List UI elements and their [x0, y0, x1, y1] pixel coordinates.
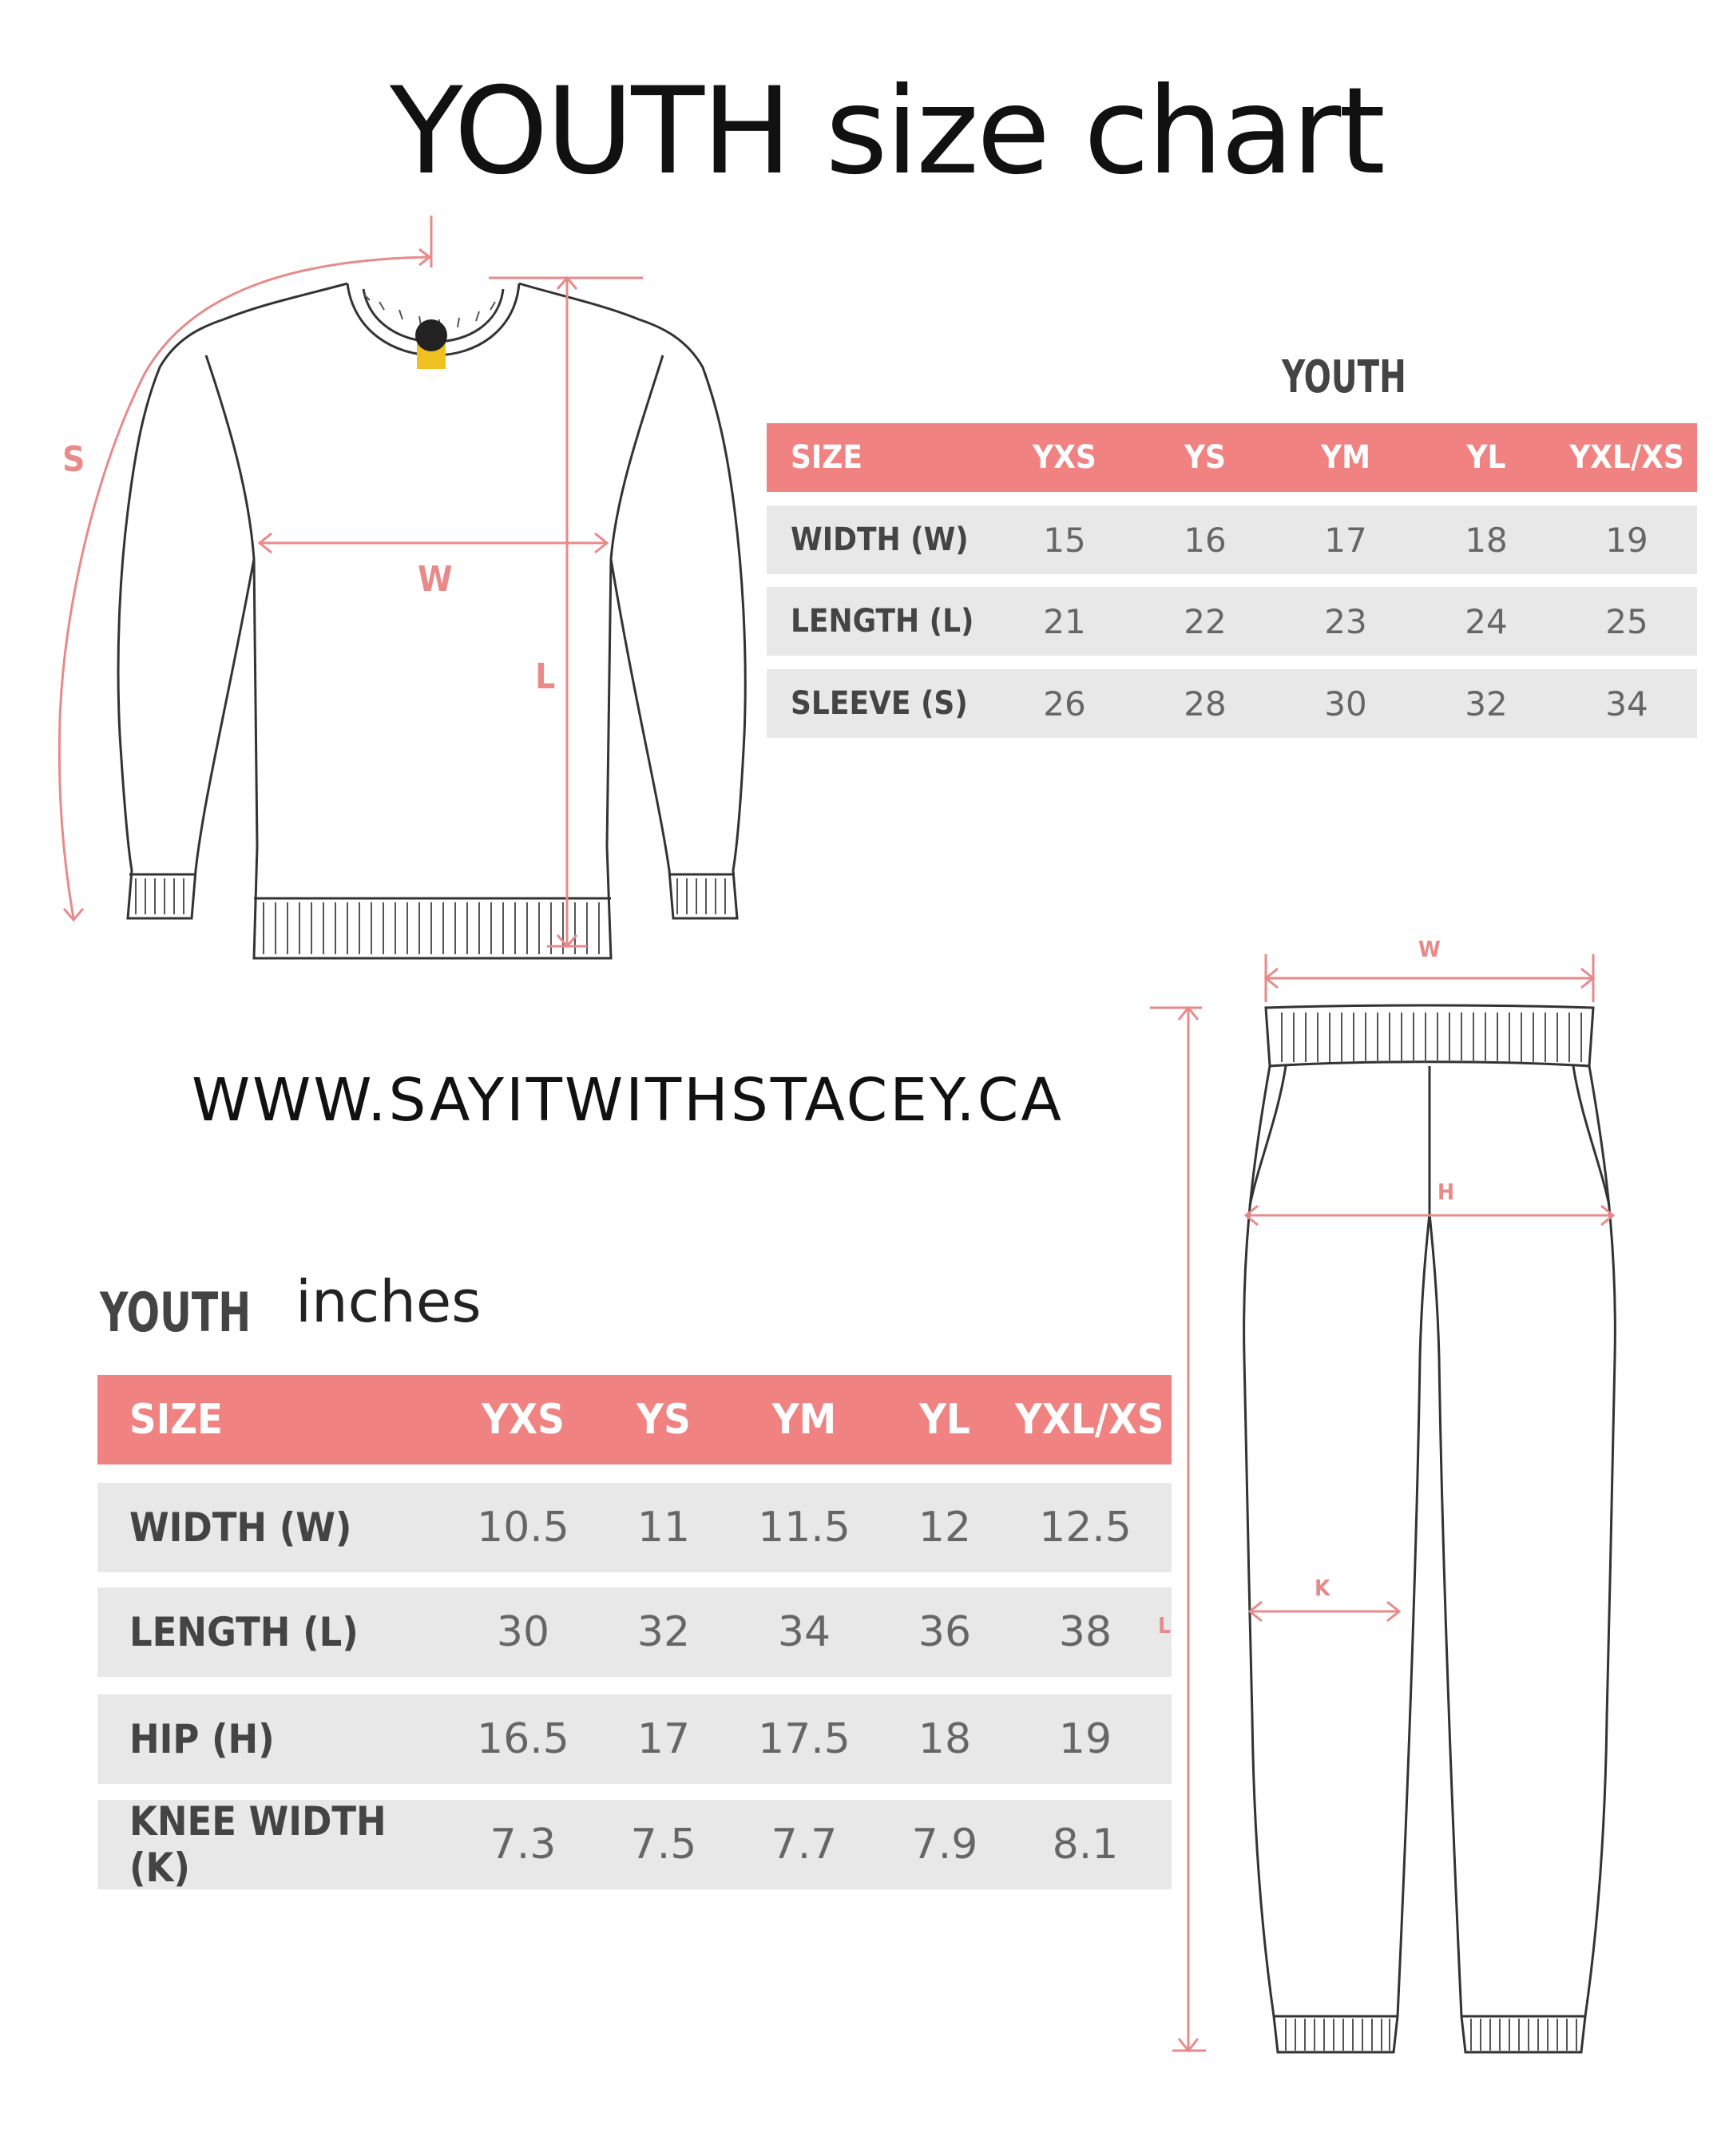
table-row [97, 1800, 1172, 1889]
row-label: WIDTH (W) [129, 1504, 352, 1551]
table-cell: 30 [496, 1608, 550, 1656]
table-cell: 25 [1605, 601, 1648, 641]
table-row [767, 587, 1697, 656]
table-cell: 32 [1465, 684, 1508, 723]
table-cell: 7.7 [771, 1821, 838, 1869]
table-cell: 7.5 [630, 1821, 697, 1869]
table-cell: 11.5 [758, 1504, 851, 1552]
table-cell: 16.5 [477, 1715, 569, 1763]
table-cell: 34 [1605, 684, 1648, 723]
pants-illustration [1134, 918, 1725, 2156]
length-measure-label: L [535, 656, 556, 697]
table-cell: 17.5 [758, 1715, 851, 1763]
table-row [767, 669, 1697, 738]
row-label: WIDTH (W) [791, 521, 969, 558]
header-cell: YM [771, 1396, 837, 1444]
table-row [97, 1483, 1172, 1572]
table-cell: 17 [1324, 520, 1367, 560]
table-cell: 36 [918, 1608, 972, 1656]
header-cell: YXL/XS [1569, 439, 1684, 476]
table-row [97, 1694, 1172, 1784]
page-title: YOUTH size chart [390, 62, 1383, 201]
table-cell: 8.1 [1052, 1821, 1119, 1869]
header-cell: YXS [482, 1396, 565, 1444]
table-cell: 16 [1184, 520, 1227, 560]
table-row [97, 1587, 1172, 1677]
header-cell: SIZE [129, 1396, 223, 1444]
pants-length-label: L [1158, 1612, 1172, 1639]
header-cell: YXS [1033, 439, 1096, 476]
sleeve-measure-label: S [62, 439, 85, 480]
table-cell: 10.5 [477, 1504, 569, 1552]
website-url: WWW.SAYITWITHSTACEY.CA [192, 1066, 1065, 1135]
table-cell: 22 [1184, 601, 1227, 641]
header-cell: YL [1466, 439, 1506, 476]
header-cell: YS [1184, 439, 1226, 476]
row-label: HIP (H) [129, 1716, 275, 1762]
table-cell: 23 [1324, 601, 1367, 641]
sweater-illustration [0, 192, 767, 974]
pants-knee-label: K [1315, 1575, 1330, 1601]
table-cell: 24 [1465, 601, 1508, 641]
table-cell: 26 [1043, 684, 1086, 723]
units-label: inches [295, 1268, 482, 1335]
top-table-label: YOUTH [1282, 351, 1406, 403]
table-cell: 18 [1465, 520, 1508, 560]
header-cell: YL [919, 1396, 970, 1444]
table-cell: 18 [918, 1715, 972, 1763]
row-label: KNEE WIDTH (K) [129, 1798, 387, 1891]
pants-width-label: W [1418, 936, 1441, 962]
header-cell: YXL/XS [1015, 1396, 1164, 1444]
table-cell: 19 [1058, 1715, 1112, 1763]
table-header-row [767, 423, 1697, 492]
table-cell: 7.9 [911, 1821, 978, 1869]
width-measure-label: W [418, 559, 453, 600]
table-cell: 19 [1605, 520, 1648, 560]
table-cell: 15 [1043, 520, 1086, 560]
header-cell: SIZE [791, 439, 862, 476]
table-cell: 30 [1324, 684, 1367, 723]
table-cell: 12 [918, 1504, 972, 1552]
row-label: SLEEVE (S) [791, 685, 968, 722]
row-label: LENGTH (L) [791, 603, 974, 640]
header-cell: YS [636, 1396, 691, 1444]
row-label: LENGTH (L) [129, 1609, 359, 1655]
table-cell: 28 [1184, 684, 1227, 723]
header-cell: YM [1321, 439, 1370, 476]
table-cell: 32 [636, 1608, 691, 1656]
table-cell: 7.3 [490, 1821, 557, 1869]
table-cell: 11 [636, 1504, 691, 1552]
bottom-table-label: YOUTH [100, 1282, 252, 1345]
table-cell: 12.5 [1039, 1504, 1132, 1552]
table-cell: 21 [1043, 601, 1086, 641]
table-header-row [97, 1375, 1172, 1464]
table-cell: 38 [1058, 1608, 1112, 1656]
brand-logo-icon [415, 319, 447, 369]
table-cell: 34 [777, 1608, 831, 1656]
table-cell: 17 [636, 1715, 691, 1763]
pants-hip-label: H [1438, 1179, 1455, 1205]
table-row [767, 505, 1697, 574]
